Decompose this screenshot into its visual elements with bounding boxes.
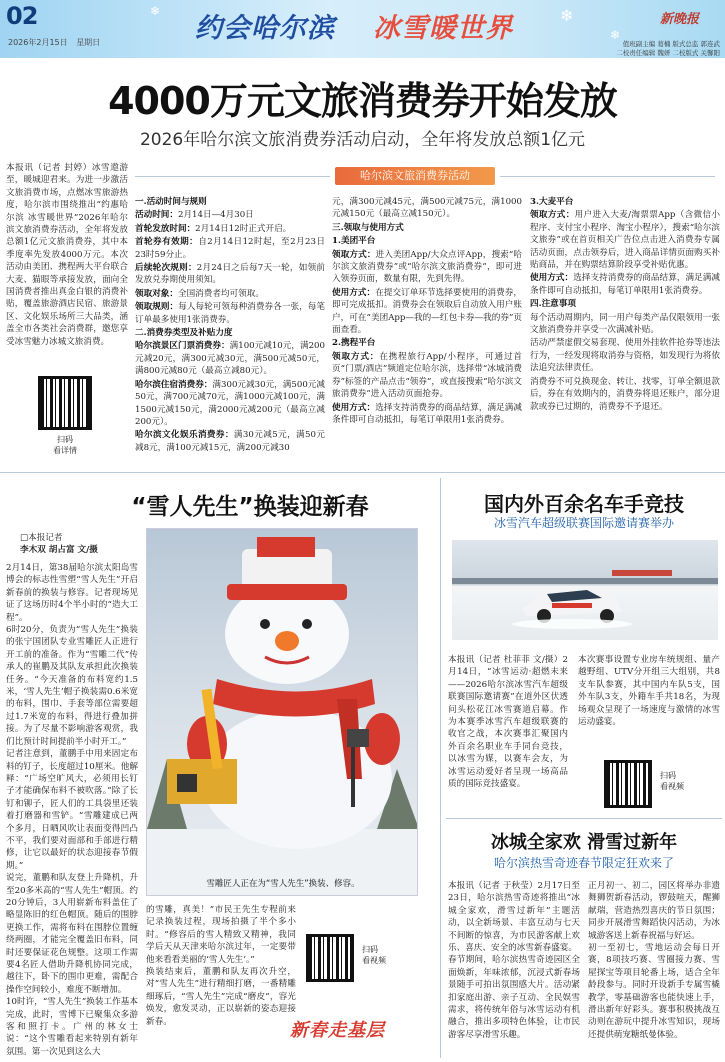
rule-heading: 一.活动时间与规则 — [135, 197, 207, 207]
rule-text: 2月14日12时正式开启。 — [195, 223, 292, 234]
snowman-photo-caption: 雪雕匠人正在为“雪人先生”换装、修容。 — [206, 879, 360, 889]
paper-name-logo: 新晚报 — [660, 12, 700, 27]
rule-paragraph — [332, 287, 522, 337]
rule-heading: 使用方式： — [332, 402, 376, 413]
qr-caption-line-2: 看视频 — [660, 782, 684, 791]
rule-paragraph — [530, 209, 720, 271]
newyear-column-right: 正月初一、初二，园区将举办非遗舞狮贺新春活动，锣鼓喧天，醒狮献瑞，营造热烈喜庆的节日氛围；同步开展滑雪舞蹈快闪活动，为冰城游客送上新春祝福与好运。 初一至初七，雪地运动会每日开赛，8项技巧赛、雪圈接力赛、雪屋探宝等项目轮番上场，适合全年龄段参与。同时开设新手专属雪橇教学，零基础游客也能快速上手，滑出新年好彩头。赛事积极挑战互动则在游玩中提升冰雪知识，现场还提供萌宠糖纸曼体验。 — [588, 881, 720, 1040]
rule-paragraph — [135, 236, 325, 261]
rule-paragraph — [135, 301, 325, 326]
snowman-headline: “雪人先生”换装迎新春 — [131, 494, 369, 520]
credits-line-2: 二校责任编辑 魏妍 二校版式 关馨阳 — [616, 49, 720, 57]
byline-tag: □本报记者 — [20, 533, 63, 543]
racing-column-left: 本报讯（记者 杜菲菲 文/摄）2月14日，“冰雪运动·超燃未来——2026哈尔滨冰雪汽车超级联赛国际邀请赛”在道外区伏透问头松花江冰雪赛道启幕。作为本赛季冰雪汽车超级联赛的收官之战，本次赛事汇聚国内外百余名职业车手同台竞技，以冰雪为媒，以赛车会友，为冰雪运动爱好者呈现一场高品质的国际竞技盛宴。 — [448, 655, 568, 790]
rule-text: 在提交订单环节选择要使用的消费券，即可完成抵扣。消费券会在领取后自动放入用户账户，可在“美团App—我的—红包卡券—我的券”页面查看。 — [332, 287, 522, 336]
rule-heading: 使用方式： — [332, 287, 376, 298]
qr-caption-line-1: 扫码 — [362, 945, 378, 954]
rule-text: 用户进入大麦/淘票票App（含微信小程序、支付宝小程序、淘宝小程序），搜索“哈尔滨文旅券”或在首页相关广告位点击进入消费券专属活动页面，点击领券后，进入商品详情页面购买补贴商品，并在购票结算阶段享受补贴优惠。 — [530, 210, 720, 271]
rule-heading: 领取方式： — [530, 210, 575, 221]
lead-column-1 — [135, 196, 325, 455]
rule-text: 满300元减30元，满500元减50元，满700元减70元，满1000元减100元，满1500元减150元，满2000元减200元（最高立减200元）。 — [135, 379, 325, 427]
rule-heading: 三.领取与使用方式 — [332, 222, 404, 233]
newyear-subheadline: 哈尔滨热雪奇迹春节限定狂欢来了 — [493, 856, 674, 870]
rule-paragraph — [530, 312, 720, 337]
byline-authors: 李木双 胡占富 文/摄 — [20, 545, 98, 556]
rule-paragraph — [530, 337, 720, 374]
lead-subheadline: 2026年哈尔滨文旅消费券活动启动，全年将发放总额1亿元 — [139, 130, 586, 150]
rule-paragraph — [135, 340, 325, 377]
rule-paragraph — [135, 223, 325, 235]
column-divider — [440, 478, 441, 1058]
rule-heading: 二.消费券类型及补贴力度 — [135, 328, 233, 339]
rule-paragraph — [530, 298, 720, 310]
lead-section-tag: 哈尔滨文旅消费券活动 — [335, 167, 495, 185]
lead-section-rule — [135, 176, 330, 177]
issue-date — [8, 37, 100, 48]
snowflake-decor-icon: ❄ — [150, 4, 161, 18]
snowman-illustration — [147, 529, 418, 896]
lead-qr-code[interactable] — [38, 376, 92, 430]
qr-caption-line-1: 扫码 — [57, 435, 73, 444]
rule-text: 消费券不可兑换现金、转让、找零，订单全额退款后，券在有效期内的，消费券将退还账户，部分退款或券已过期的，消费券不予退还。 — [530, 376, 720, 412]
rule-paragraph — [332, 337, 522, 349]
rule-heading: 哈尔滨文化娱乐消费券： — [135, 430, 234, 441]
lead-qr-caption — [30, 434, 100, 456]
racing-column-right: 本次赛事设置专业房车统规组、量产越野组、UTV分开组三大组别，共8支车队参赛，其中国内车队5支，国外车队3支，外籍车手共18名，为现场观众呈现了一场速度与激情的冰雪运动盛宴。 — [578, 655, 720, 728]
rule-heading: 1.美团平台 — [332, 236, 376, 247]
page-number: 02 — [6, 2, 38, 30]
rule-text: 选择支持消费券的商品结算，满足满减条件即可自动抵扣，每笔订单限用1张消费券。 — [530, 273, 720, 296]
date-text: 2026年2月15日 — [8, 38, 68, 47]
credits-line-1: 值班副主编 葛楠 版式总监 郭连武 — [622, 40, 720, 48]
snowflake-decor-icon: ❄ — [610, 28, 621, 42]
racing-qr-code[interactable] — [604, 760, 652, 808]
lead-column-2 — [332, 196, 522, 427]
rule-heading: 领取对象： — [135, 288, 178, 299]
rule-text: 元，满300元减45元，满500元减75元，满1000元减150元（最高立减150元）。 — [332, 197, 522, 220]
rule-paragraph — [332, 402, 522, 427]
rule-paragraph — [530, 376, 720, 413]
slogan-left: 约会哈尔滨 — [195, 13, 335, 44]
racing-photo — [452, 540, 718, 640]
snowman-byline — [20, 532, 140, 557]
qr-caption-line-2: 看视频 — [362, 956, 386, 965]
rule-text: 活动严禁虚假交易套现、使用外挂软件抢券等违法行为，一经发现将取消券与资格，如发现行为将依法追究法律责任。 — [530, 338, 720, 374]
rule-text: 选择支持消费券的商品结算，满足满减条件即可自动抵扣，每笔订单限用1张消费券。 — [332, 402, 522, 425]
rule-paragraph — [135, 288, 325, 300]
race-car-illustration — [452, 540, 718, 640]
lead-column-3 — [530, 196, 720, 414]
rule-text: 自2月14日12时起，至2月23日23时59分止。 — [135, 237, 325, 260]
rule-paragraph — [135, 379, 325, 429]
qr-caption-line-2: 看详情 — [53, 446, 77, 455]
rule-text: 每人每轮可领每种消费券各一张，每笔订单最多使用1张消费券。 — [135, 302, 325, 325]
slogan-right: 冰雪暖世界 — [373, 13, 513, 44]
rule-text: 2月24日之后每7天一轮，如领前发放兑券期使用须知。 — [135, 263, 325, 286]
racing-headline: 国内外百余名车手竞技 — [484, 492, 684, 516]
rule-paragraph — [135, 429, 325, 454]
section-divider — [446, 818, 722, 819]
rule-heading: 领取规则： — [135, 302, 179, 313]
rule-heading: 后续轮次规则： — [135, 263, 197, 274]
snowman-qr-caption — [362, 944, 386, 966]
rule-paragraph — [332, 196, 522, 221]
rule-heading: 3.大麦平台 — [530, 197, 574, 207]
lead-section-rule — [500, 176, 715, 177]
editorial-credits — [560, 40, 720, 58]
newyear-column-left: 本报讯（记者 于秋莹）2月17日至23日，哈尔滨热雪奇迹将推出“冰城全家欢，滑雪过新年”主题活动，以全新场景、丰富互动与七天不间断的惊喜，为市民游客献上欢乐、喜庆、安全的冰雪新春盛宴。 春节期间，哈尔滨热雪奇迹园区全面焕新，年味浓郁，沉浸式新春场景随手可拍出氛围感大片。活动紧扣家庭出游、亲子互动、全民娱雪需求，将传统年俗与冰雪运动有机融合，推出多项特色体验，让市民游客尽享滑雪乐趣。 — [448, 881, 580, 1040]
rule-paragraph — [135, 209, 325, 221]
rule-heading: 领取方式： — [332, 249, 376, 260]
rule-text: 每个活动周期内，同一用户每类产品仅限领用一张文旅消费券并享受一次满减补贴。 — [530, 312, 720, 336]
rule-heading: 2.携程平台 — [332, 338, 376, 349]
rule-paragraph — [332, 351, 522, 401]
lead-intro: 本报讯（记者 封婷）冰雪遨游至，暖城迎君来。为进一步激活文旅消费市场，点燃冰雪旅游热度，哈尔滨市围绕推出“约惠哈尔滨 冰雪暖世界”2026年哈尔滨文旅消费券活动，全年将发放总额1亿元文旅消费券，其中本季度率先发放4000万元。本次活动由美团、携程两大平台联合大麦、猫眼等承接发放，面向全国消费者推出真金白银的消费补贴，覆盖旅游酒店民宿、旅游景区、文化娱乐场所三大品类，涵盖全市各类社会消费群，邀您享受冰雪魅力冰城文旅消费。 — [6, 163, 128, 347]
rule-text: 全国消费者均可领取。 — [177, 288, 264, 299]
rule-text: 在携程旅行App/小程序，可通过首页“门票/酒店”频道定位哈尔滨，选择带“冰城消费券”标签的产品点击“领券”，或直接搜索“哈尔滨文旅消费券”进入活动页面抢券。 — [332, 351, 522, 400]
column-logo: 新春走基层 — [290, 1020, 385, 1041]
rule-heading: 领取方式： — [332, 351, 380, 362]
section-divider — [0, 472, 725, 473]
snowman-column-left: 2月14日，第38届哈尔滨太阳岛雪博会的标志性雪塑“雪人先生”开启新春前的换装与修容。记者现场见证了这场历时4个半小时的“造大工程”。 6时20分，负责为“雪人先生”换装的张宁国团队专业雪雕匠人正进行开工前的准备。作为“雪雕二代”传承人的崔鹏及其队友承担此次换装任务。“今天准备的布料宽约1.5米，‘雪人先生’帽子换装需0.6米宽的布料，围巾、手套等部位需要超过1.7米宽的布料，得进行叠加拼接。为了尽量不影响游客观赏，我们比预计时间提前半小时开工。” 记者注意到，董鹏手中用来固定布料的钉子，长度超过10厘米。他解释：“广场空旷风大，必须用长钉子才能确保布料不被吹落。”除了长钉和铆子，匠人们的工具袋里还装着打磨器和雪铲。“雪雕建成已两个多月，日晒风吹让表面变得凹凸不平，我们要对面部和手部进行精修，让它以最好的状态迎接春节假期。” 说完，董鹏和队友登上升降机，升至20多米高的“雪人先生”帽顶。约20分钟后，3人用崭新布料盖住了略显陈旧的红色帽顶。随后的围脖更换工作，需将布料在围脖位置缠绕两圈，才能完全覆盖旧布料，同时还要保证花色规整。这项工作需要4名匠人借助升降机协同完成，越往下，卧下的围巾更难，需配合操作空间较小，难度不断增加。 10时许，“雪人先生”换装工作基本完成，此时，雪博下已聚集众多游客和照打卡。广州的林女士说：“这个雪雕看起来特别有新年氛围。第一次见到这么大 — [6, 563, 138, 1057]
rule-text: 2月14日—4月30日 — [177, 210, 254, 221]
rule-paragraph — [135, 196, 325, 208]
rule-paragraph — [530, 196, 720, 208]
weekday-text: 星期日 — [76, 38, 101, 47]
lead-headline: 4000万元文旅消费券开始发放 — [108, 79, 617, 123]
rule-text: 满30元减5元，满50元减8元，满100元减15元，满200元减30 — [135, 430, 325, 453]
rule-heading: 哈尔滨景区门票消费券： — [135, 341, 230, 352]
racing-qr-caption — [660, 770, 684, 792]
rule-heading: 首轮发放时间： — [135, 223, 196, 234]
rule-paragraph — [135, 262, 325, 287]
newyear-headline: 冰城全家欢 滑雪过新年 — [490, 832, 678, 853]
rule-heading: 活动时间： — [135, 210, 178, 221]
rule-heading: 四.注意事项 — [530, 299, 576, 310]
snowman-column-mid: 的雪雕，真美！”市民王先生专程前来记录换装过程，现场拍摄了半个多小时。“修容后的雪人精致又精神，我同学后天从天津来哈尔滨过年，一定要带他来看看美丽的‘雪人先生’。” 换装结束后，董鹏和队友再次升空，对“雪人先生”进行精细打磨，一番精雕细琢后，“雪人先生”完成“磨皮”，容光焕发，愈发灵动，正以崭新的姿态迎接新春。 — [146, 905, 296, 1027]
rule-heading: 哈尔滨住宿消费券： — [135, 379, 213, 390]
rule-paragraph — [332, 249, 522, 286]
snowflake-decor-icon: ❄ — [560, 6, 574, 25]
rule-paragraph — [332, 235, 522, 247]
rule-paragraph — [135, 327, 325, 339]
rule-text: 进入美团App/大众点评App，搜索“哈尔滨文旅消费券”或“哈尔滨文旅消费券”，即可进入领券页面，数量有限，先到先得。 — [332, 249, 522, 285]
rule-heading: 首轮券有效期： — [135, 237, 199, 248]
snowman-qr-code[interactable] — [306, 934, 354, 982]
rule-heading: 使用方式： — [530, 273, 574, 284]
rule-paragraph — [332, 222, 522, 234]
rule-text: 满100元减10元，满200元减20元，满300元减30元，满500元减50元，满800元减80元（最高立减80元）。 — [135, 341, 325, 377]
qr-caption-line-1: 扫码 — [660, 771, 676, 780]
racing-subheadline: 冰雪汽车超级联赛国际邀请赛举办 — [493, 516, 674, 530]
rule-paragraph — [530, 272, 720, 297]
snowman-photo — [146, 528, 418, 896]
